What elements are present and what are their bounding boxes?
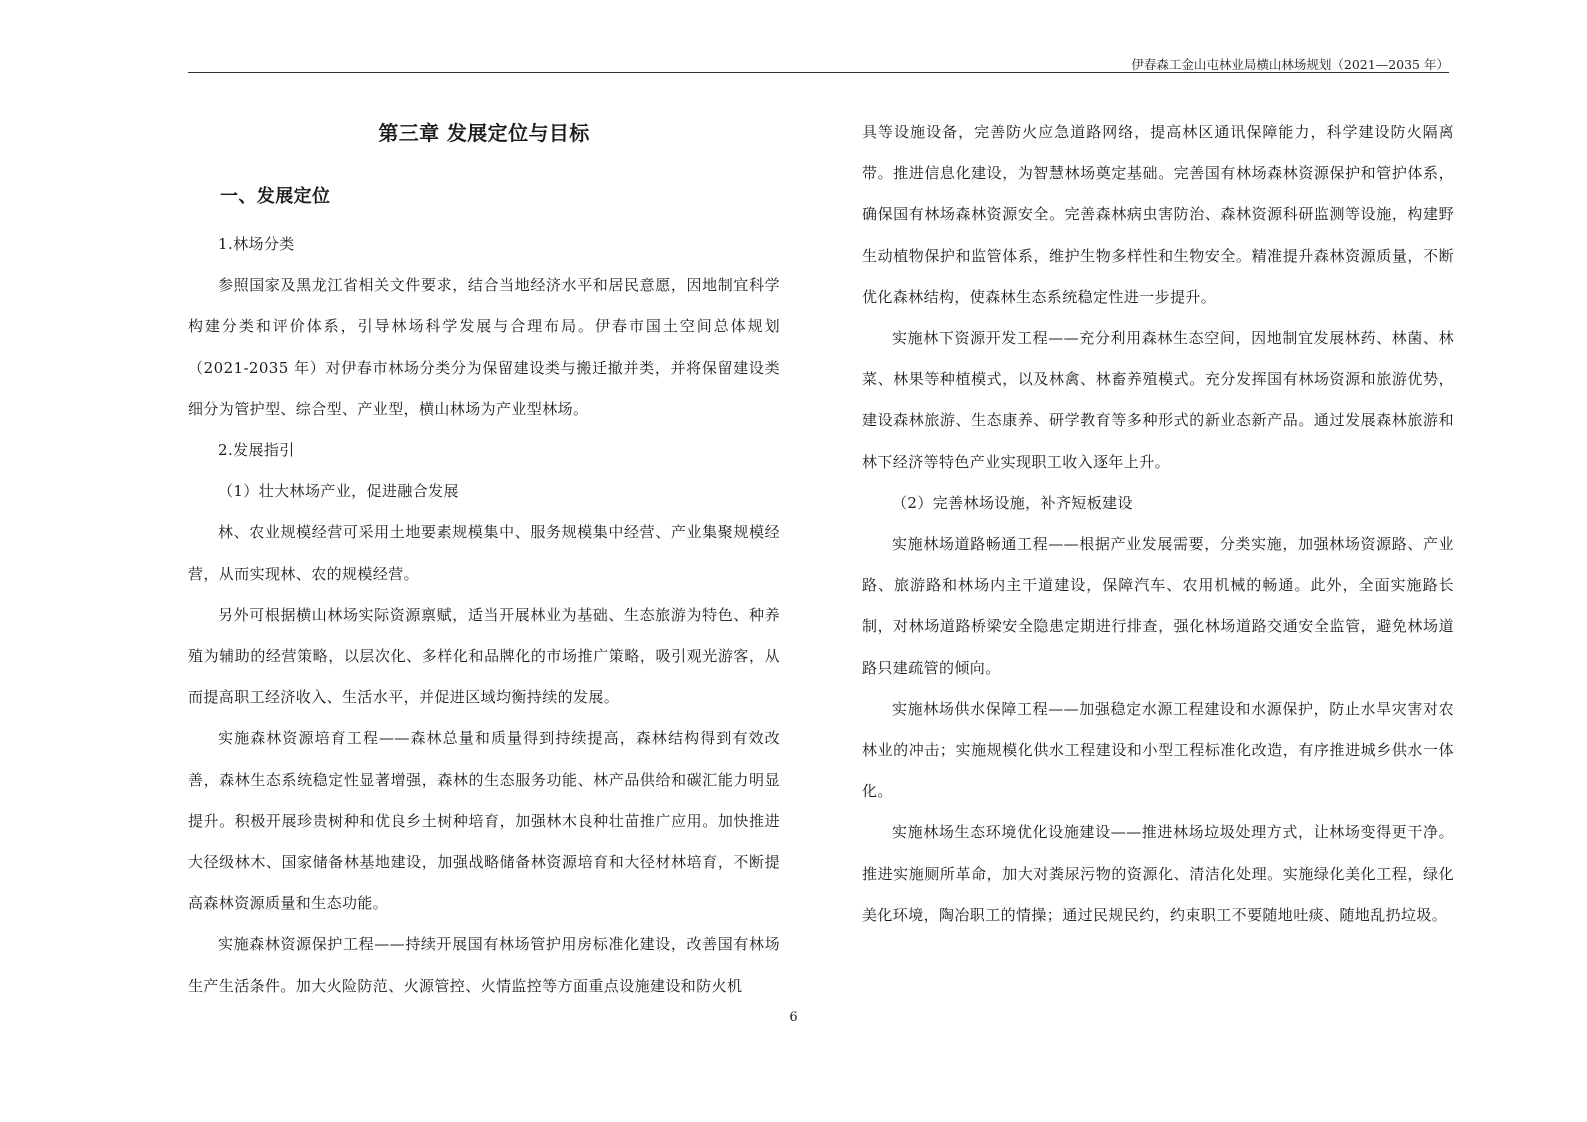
body-paragraph: 实施林下资源开发工程——充分利用森林生态空间，因地制宜发展林药、林菌、林菜、林果等种植模式，以及林禽、林畜养殖模式。充分发挥国有林场资源和旅游优势，建设森林旅游、生态康养、研学教育等多种形式的新业态新产品。通过发展森林旅游和林下经济等特色产业实现职工收入逐年上升。 (862, 329, 1454, 471)
chapter-title: 第三章 发展定位与目标 (378, 121, 590, 145)
subsection-heading: 2.发展指引 (218, 441, 295, 460)
sub-subsection-heading: （2）完善林场设施，补齐短板建设 (892, 493, 1133, 512)
body-paragraph: 实施林场供水保障工程——加强稳定水源工程建设和水源保护，防止水旱灾害对农林业的冲击；实施规模化供水工程建设和小型工程标准化改造，有序推进城乡供水一体化。 (862, 699, 1454, 801)
running-header: 伊春森工金山屯林业局横山林场规划（2021—2035 年） (1131, 57, 1449, 72)
right-column (862, 112, 1454, 936)
body-paragraph: 参照国家及黑龙江省相关文件要求，结合当地经济水平和居民意愿，因地制宜科学构建分类和评价体系，引导林场科学发展与合理布局。伊春市国土空间总体规划（2021-2035 年）对伊春市林场分类分为保留建设类与搬迁撤并类，并将保留建设类细分为管护型、综合型、产业型，横山林场为产业型林场。 (188, 276, 780, 418)
left-column (188, 110, 780, 1007)
body-paragraph-continued: 具等设施设备，完善防火应急道路网络，提高林区通讯保障能力，科学建设防火隔离带。推进信息化建设，为智慧林场奠定基础。完善国有林场森林资源保护和管护体系，确保国有林场森林资源安全。完善森林病虫害防治、森林资源科研监测等设施，构建野生动植物保护和监管体系，维护生物多样性和生物安全。精准提升森林资源质量，不断优化森林结构，使森林生态系统稳定性进一步提升。 (862, 123, 1454, 306)
section-title: 一、发展定位 (220, 186, 331, 207)
body-paragraph: 林、农业规模经营可采用土地要素规模集中、服务规模集中经营、产业集聚规模经营，从而实现林、农的规模经营。 (188, 523, 780, 583)
subsection-heading: 1.林场分类 (218, 235, 295, 253)
body-paragraph: 实施林场生态环境优化设施建设——推进林场垃圾处理方式，让林场变得更干净。推进实施厕所革命，加大对粪尿污物的资源化、清洁化处理。实施绿化美化工程，绿化美化环境，陶冶职工的情操；通过民规民约，约束职工不要随地吐痰、随地乱扔垃圾。 (862, 823, 1454, 924)
sub-subsection-heading: （1）壮大林场产业，促进融合发展 (218, 482, 459, 501)
body-paragraph: 实施森林资源保护工程——持续开展国有林场管护用房标准化建设，改善国有林场生产生活条件。加大火险防范、火源管控、火情监控等方面重点设施建设和防火机 (188, 935, 780, 995)
body-paragraph: 实施林场道路畅通工程——根据产业发展需要，分类实施，加强林场资源路、产业路、旅游路和林场内主干道建设，保障汽车、农用机械的畅通。此外，全面实施路长制，对林场道路桥梁安全隐患定期进行排查，强化林场道路交通安全监管，避免林场道路只建疏管的倾向。 (862, 535, 1454, 677)
page-number: 6 (789, 1010, 798, 1025)
body-paragraph: 实施森林资源培育工程——森林总量和质量得到持续提高，森林结构得到有效改善，森林生态系统稳定性显著增强，森林的生态服务功能、林产品供给和碳汇能力明显提升。积极开展珍贵树种和优良乡土树种培育，加强林木良种壮苗推广应用。加快推进大径级林木、国家储备林基地建设，加强战略储备林资源培育和大径材林培育，不断提高森林资源质量和生态功能。 (188, 729, 780, 913)
header-rule (188, 72, 1449, 73)
body-paragraph: 另外可根据横山林场实际资源禀赋，适当开展林业为基础、生态旅游为特色、种养殖为辅助的经营策略，以层次化、多样化和品牌化的市场推广策略，吸引观光游客，从而提高职工经济收入、生活水平，并促进区域均衡持续的发展。 (188, 605, 780, 707)
